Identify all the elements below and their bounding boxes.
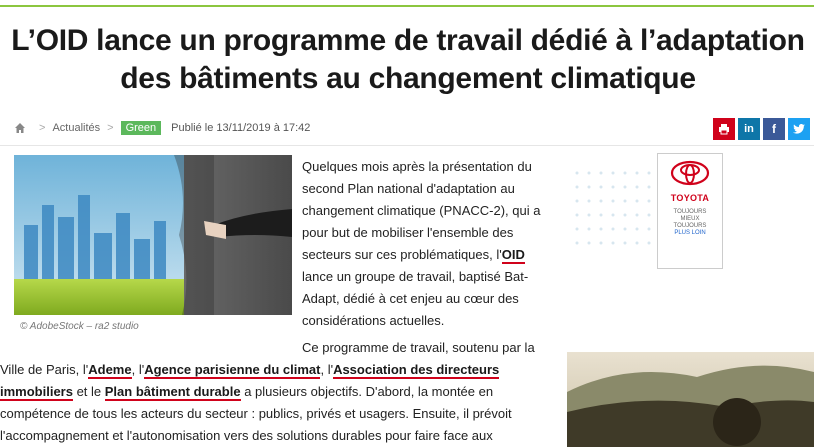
ad-tagline-line: TOUJOURS <box>673 209 707 215</box>
link-plan-batiment-durable[interactable]: Plan bâtiment durable <box>104 384 241 399</box>
facebook-share-button[interactable]: f <box>763 118 785 140</box>
divider <box>0 145 814 146</box>
article-hero-image <box>14 155 292 315</box>
toyota-ad-card[interactable] <box>657 153 723 269</box>
article-paragraph-1 <box>302 156 547 332</box>
article-headline: L’OID lance un programme de travail dédié à l’adaptation des bâtiments au changement climatique <box>11 24 805 95</box>
toyota-logo-icon <box>670 160 710 186</box>
ad-tagline-line: PLUS LOIN <box>674 230 706 236</box>
ad-tagline-line: MIEUX <box>680 216 700 222</box>
advertisement[interactable] <box>567 153 737 271</box>
published-date: Publié le 13/11/2019 à 17:42 <box>171 122 311 134</box>
ad-brand: TOYOTA <box>670 193 710 203</box>
paragraph-text: , l' <box>320 362 334 377</box>
twitter-share-button[interactable] <box>788 118 810 140</box>
article-paragraph-2 <box>0 359 550 447</box>
paragraph-text: et le <box>72 384 105 399</box>
paragraph-text: a plusieurs objectifs. D'abord, la montée en compétence de tous les acteurs du secteur : publics, privés et usagers. Ensuite, il prévoit l'accompagnement et l'autonomisation vers des solutions durables pour faire face aux <box>0 384 512 443</box>
paragraph-text: , l' <box>131 362 145 377</box>
link-agence-parisienne-du-climat[interactable]: Agence parisienne du climat <box>144 362 321 377</box>
print-button[interactable] <box>713 118 735 140</box>
chevron-right-icon: > <box>107 122 114 134</box>
print-icon <box>718 123 730 135</box>
ad-tagline-line: TOUJOURS <box>673 223 707 229</box>
sidebar-ad-image[interactable] <box>567 352 814 447</box>
top-accent-rule <box>0 5 814 7</box>
link-ademe[interactable]: Ademe <box>88 362 132 377</box>
article-paragraph-2-start: Ce programme de travail, soutenu par la <box>302 340 535 355</box>
home-icon[interactable] <box>14 122 26 134</box>
link-oid[interactable]: OID <box>501 247 525 262</box>
paragraph-text: Quelques mois après la présentation du second Plan national d'adaptation au changement climatique (PNACC-2), qui a pour but de mobiliser l'ensemble des secteurs sur ces problématiques, l' <box>302 159 541 262</box>
link-association-des-directeurs-immobiliers[interactable]: Association des directeurs immobiliers <box>0 362 500 399</box>
breadcrumb <box>14 118 310 138</box>
dot-pattern <box>567 153 657 271</box>
breadcrumb-section[interactable]: Actualités <box>52 122 101 134</box>
paragraph-text: Ville de Paris, l' <box>0 362 89 377</box>
paragraph-text: lance un groupe de travail, baptisé Bat-Adapt, dédié à cet enjeu au cœur des considérations actuelles. <box>302 269 529 328</box>
ad-tagline <box>658 209 722 237</box>
chevron-right-icon: > <box>39 122 46 134</box>
share-buttons <box>713 118 810 140</box>
category-badge[interactable]: Green <box>121 121 162 135</box>
image-caption: © AdobeStock – ra2 studio <box>20 321 139 332</box>
twitter-icon <box>793 124 805 135</box>
linkedin-share-button[interactable]: in <box>738 118 760 140</box>
